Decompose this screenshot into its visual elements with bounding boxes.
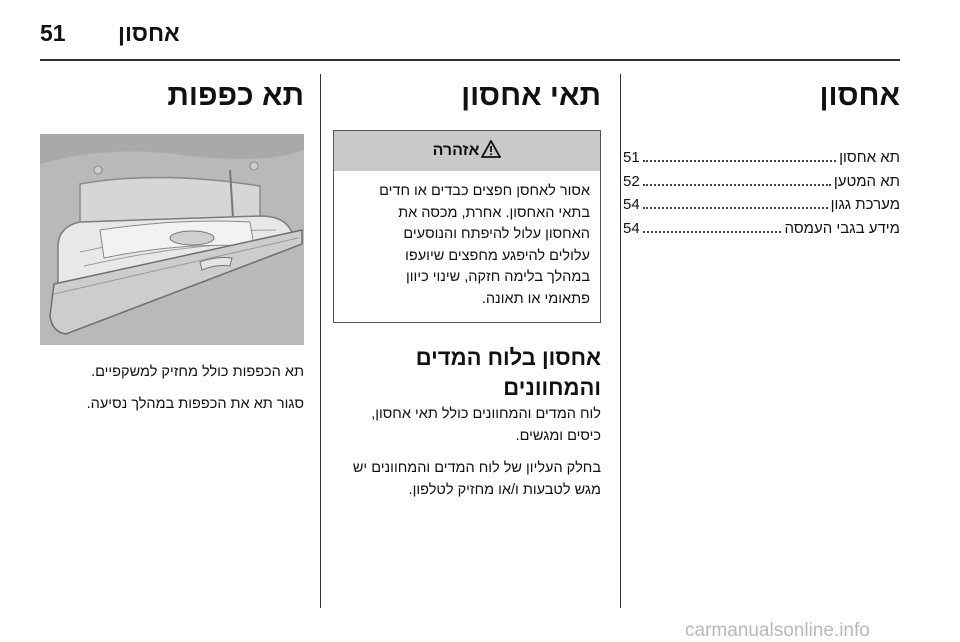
toc-page-number: 51 <box>623 149 640 166</box>
chapter-title: אחסון <box>819 79 900 112</box>
storage-column <box>333 70 601 511</box>
column-divider-right <box>620 74 621 608</box>
table-of-contents <box>623 146 900 240</box>
paragraph: תא הכפפות כולל מחזיק למשקפיים. <box>91 364 304 380</box>
glovebox-illustration <box>40 134 304 345</box>
toc-page-number: 54 <box>623 196 640 213</box>
paragraph-line: כיסים ומגשים. <box>515 428 601 444</box>
dashboard-storage-section <box>333 343 601 501</box>
warning-heading: אזהרה <box>432 142 480 159</box>
toc-label: מערכת גגון <box>830 196 900 213</box>
paragraph-line: מגש לטבעות ו/או מחזיק לטלפון. <box>408 482 601 498</box>
toc-label: תא המטען <box>833 172 900 190</box>
toc-leader-dots <box>643 231 782 233</box>
page-header <box>40 10 900 58</box>
subsection-title: אחסון בלוח המדים והמחוונים <box>415 345 601 400</box>
paragraph <box>333 403 601 447</box>
header-rule <box>40 59 900 61</box>
toc-label: תא אחסון <box>839 149 900 166</box>
paragraph: סגור תא את הכפפות במהלך נסיעה. <box>86 396 304 412</box>
warning-line: פתאומי או תאונה. <box>481 290 590 307</box>
toc-page-number: 54 <box>623 219 640 237</box>
watermark: carmanualsonline.info <box>685 620 870 641</box>
toc-leader-dots <box>643 184 831 186</box>
warning-line: אסור לאחסן חפצים כבדים או חדים <box>379 183 590 199</box>
warning-box <box>333 130 601 323</box>
chapter-column <box>623 70 900 240</box>
warning-triangle-icon <box>481 140 501 163</box>
toc-leader-dots <box>643 160 836 162</box>
warning-line: במהלך בלימה חזקה, שינוי כיוון <box>406 269 590 285</box>
glovebox-column <box>40 70 304 425</box>
warning-line: בתאי האחסון. אחרת, מכסה את <box>398 204 590 221</box>
toc-entry[interactable] <box>623 217 900 241</box>
warning-header <box>334 131 600 171</box>
section-title: תא כפפות <box>167 79 304 112</box>
toc-page-number: 52 <box>623 172 640 190</box>
running-title: אחסון <box>118 20 180 46</box>
section-title: תאי אחסון <box>461 79 601 112</box>
paragraph-line: בחלק העליון של לוח המדים והמחוונים יש <box>352 460 601 476</box>
warning-line: עלולים להיפגע מחפצים שיועפו <box>405 247 590 264</box>
page-number: 51 <box>40 20 66 46</box>
warning-line: האחסון עלול להיפתח והנוסעים <box>403 226 590 242</box>
toc-leader-dots <box>643 207 828 209</box>
toc-entry[interactable] <box>623 193 900 217</box>
glovebox-text <box>40 361 304 415</box>
warning-text <box>334 171 600 322</box>
paragraph-line: לוח המדים והמחוונים כולל תאי אחסון, <box>371 406 601 422</box>
column-divider-left <box>320 74 321 608</box>
toc-entry[interactable] <box>623 146 900 170</box>
toc-entry[interactable] <box>623 170 900 194</box>
toc-label: מידע בגבי העמסה <box>784 219 900 237</box>
paragraph <box>333 457 601 501</box>
